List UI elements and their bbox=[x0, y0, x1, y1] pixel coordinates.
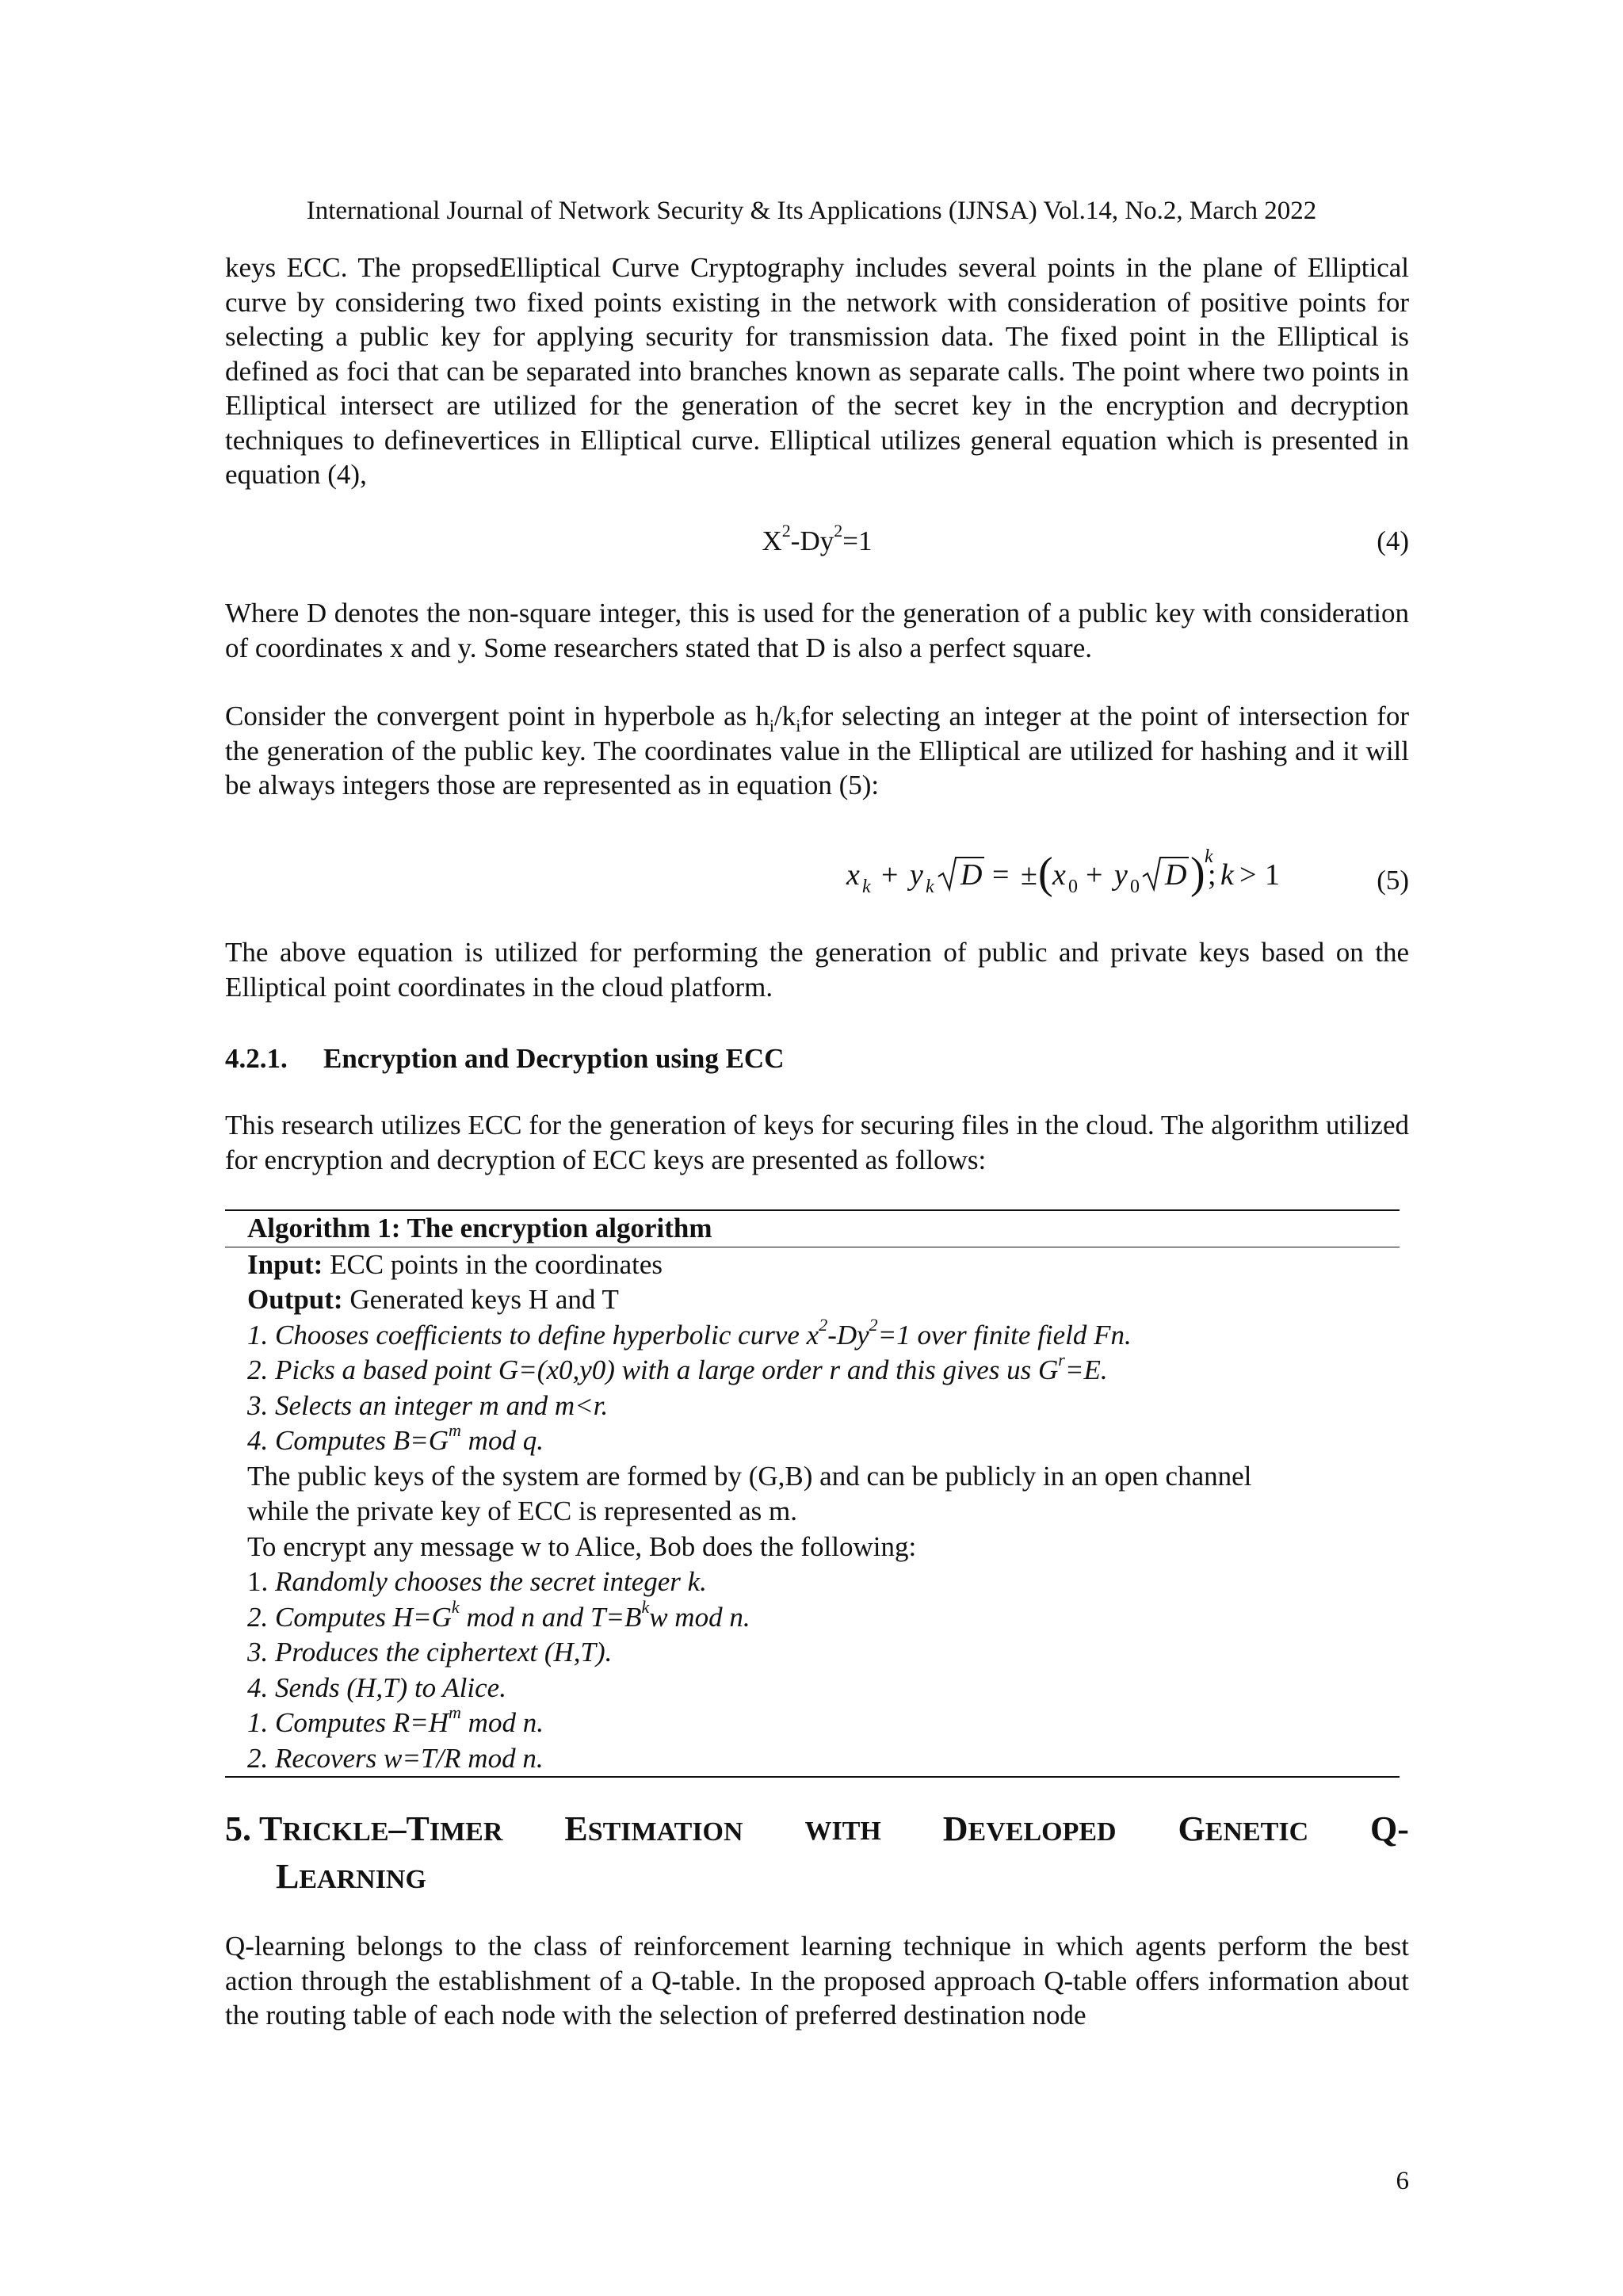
algorithm-step: 4. Sends (H,T) to Alice. bbox=[247, 1671, 506, 1703]
section-word: 5. TRICKLE–TIMER bbox=[225, 1809, 503, 1848]
svg-text:0: 0 bbox=[1130, 877, 1140, 897]
equation-4 bbox=[225, 521, 1409, 561]
svg-text:y: y bbox=[1114, 858, 1128, 892]
svg-text:+: + bbox=[1086, 858, 1103, 892]
svg-text:y: y bbox=[910, 858, 923, 892]
algorithm-step: 2. Recovers w=T/R mod n. bbox=[247, 1742, 544, 1774]
section-heading bbox=[225, 1807, 1409, 1902]
paragraph-text: keys ECC. The propsedElliptical Curve Cryptography includes several points in the plane of Elliptical curve by considering two fixed points existing in the network with consideration of positive points for selecting a public key for applying security for transmission data. The fixed point in the Elliptical is defined as foci that can be separated into branches known as separate calls. The point where two points in Elliptical intersect are utilized for the generation of the secret key in the encryption and decryption techniques to definevertices in Elliptical curve. Elliptical utilizes general equation which is presented in equation (4), bbox=[225, 252, 1409, 490]
body-paragraph-1 bbox=[225, 250, 1409, 492]
paragraph-text: Where D denotes the non-square integer, this is used for the generation of a public key with consideration of coordinates x and y. Some researchers stated that D is also a perfect square. bbox=[225, 598, 1409, 663]
svg-text:1: 1 bbox=[1265, 858, 1280, 892]
subsection-heading bbox=[225, 1041, 784, 1075]
paragraph-text: The above equation is utilized for performing the generation of public and private keys based on the Elliptical point coordinates in the cloud platform. bbox=[225, 937, 1409, 1003]
equation-expression: $X^2-Dy^2=1$ bbox=[762, 521, 873, 556]
svg-text:): ) bbox=[1190, 849, 1205, 898]
body-paragraph-2 bbox=[225, 596, 1409, 665]
subsection-title: Encryption and Decryption using ECC bbox=[323, 1043, 785, 1074]
algorithm-step: 1. Randomly chooses the secret integer k. bbox=[247, 1566, 707, 1597]
svg-text:0: 0 bbox=[1068, 877, 1078, 897]
body-paragraph-3 bbox=[225, 699, 1409, 803]
svg-text:k: k bbox=[1205, 846, 1213, 867]
body-paragraph-6 bbox=[225, 1929, 1409, 2033]
svg-text:x: x bbox=[846, 858, 860, 892]
algorithm-output: Output: Generated keys H and T bbox=[247, 1284, 619, 1315]
section-word: ESTIMATION bbox=[564, 1809, 743, 1848]
algorithm-bottom-rule bbox=[225, 1776, 1400, 1778]
svg-text:x: x bbox=[1052, 858, 1066, 892]
algorithm-input: Input: ECC points in the coordinates bbox=[247, 1248, 663, 1280]
journal-header: International Journal of Network Security & Its Applications (IJNSA) Vol.14, No.2, March 2022 bbox=[306, 197, 1317, 225]
algorithm-step: 2. Picks a based point G=(x0,y0) with a large order r and this gives us $G^r=E$. bbox=[247, 1350, 1108, 1385]
body-paragraph-5 bbox=[225, 1108, 1409, 1177]
section-word: DEVELOPED bbox=[942, 1809, 1117, 1848]
algorithm-step: 2. Computes $H=G^k$ mod n and $T=B^kw$ mod n. bbox=[247, 1596, 750, 1633]
algorithm-step: 1. Chooses coefficients to define hyperbolic curve $x^2-Dy^2=1$ over finite field Fn. bbox=[247, 1314, 1132, 1350]
svg-text:k: k bbox=[926, 877, 934, 897]
svg-text:D: D bbox=[1165, 858, 1187, 892]
svg-text:k: k bbox=[862, 877, 871, 897]
paragraph-text: This research utilizes ECC for the generation of keys for securing files in the cloud. The algorithm utilized for encryption and decryption of ECC keys are presented as follows: bbox=[225, 1110, 1409, 1175]
svg-text:D: D bbox=[960, 858, 983, 892]
algorithm-title: Algorithm 1: The encryption algorithm bbox=[247, 1213, 712, 1244]
svg-text:=: = bbox=[992, 858, 1010, 892]
equation-number: (5) bbox=[1377, 865, 1409, 896]
algorithm-text: To encrypt any message w to Alice, Bob does the following: bbox=[247, 1530, 917, 1562]
page-number: 6 bbox=[1396, 2167, 1409, 2195]
algorithm-step: 3. Selects an integer m and m<r. bbox=[247, 1389, 609, 1421]
section-word: GENETIC bbox=[1178, 1809, 1309, 1848]
section-word: Q- bbox=[1370, 1809, 1409, 1848]
section-word: WITH bbox=[804, 1817, 881, 1846]
algorithm-box bbox=[225, 1209, 1400, 1778]
svg-text:+: + bbox=[881, 858, 899, 892]
section-word: LEARNING bbox=[276, 1857, 426, 1896]
algorithm-step: 3. Produces the ciphertext (H,T). bbox=[247, 1637, 613, 1668]
paragraph-text: Consider the convergent point in hyperbole as $h_i/k_ifor$ selecting an integer at the point of intersection for the generation of the public key. The coordinates value in the Elliptical are utilized for hashing and it will be always integers those are represented as in equation (5): bbox=[225, 701, 1410, 800]
paragraph-text: Q-learning belongs to the class of reinforcement learning technique in which agents perform the best action through the establishment of a Q-table. In the proposed approach Q-table offers information about the routing table of each node with the selection of preferred destination node bbox=[225, 1931, 1409, 2030]
equation-number: (4) bbox=[1377, 525, 1409, 556]
body-paragraph-4 bbox=[225, 935, 1409, 1004]
algorithm-text: The public keys of the system are formed by (G,B) and can be publicly in an open channel bbox=[247, 1460, 1252, 1492]
svg-text:±: ± bbox=[1021, 858, 1037, 892]
equation-5-formula bbox=[827, 845, 1303, 908]
algorithm-step: 4. Computes $B=G^m$ mod q. bbox=[247, 1420, 544, 1456]
subsection-number: 4.2.1. bbox=[225, 1043, 288, 1074]
algorithm-text: while the private key of ECC is represented as m. bbox=[247, 1496, 797, 1526]
svg-text:>: > bbox=[1239, 858, 1257, 892]
svg-text:(: ( bbox=[1038, 849, 1053, 898]
algorithm-step: 1. Computes $R=H^m$ mod n. bbox=[247, 1702, 544, 1738]
equation-5 bbox=[225, 845, 1409, 908]
svg-text:k: k bbox=[1220, 858, 1234, 892]
svg-text:;: ; bbox=[1208, 858, 1216, 892]
